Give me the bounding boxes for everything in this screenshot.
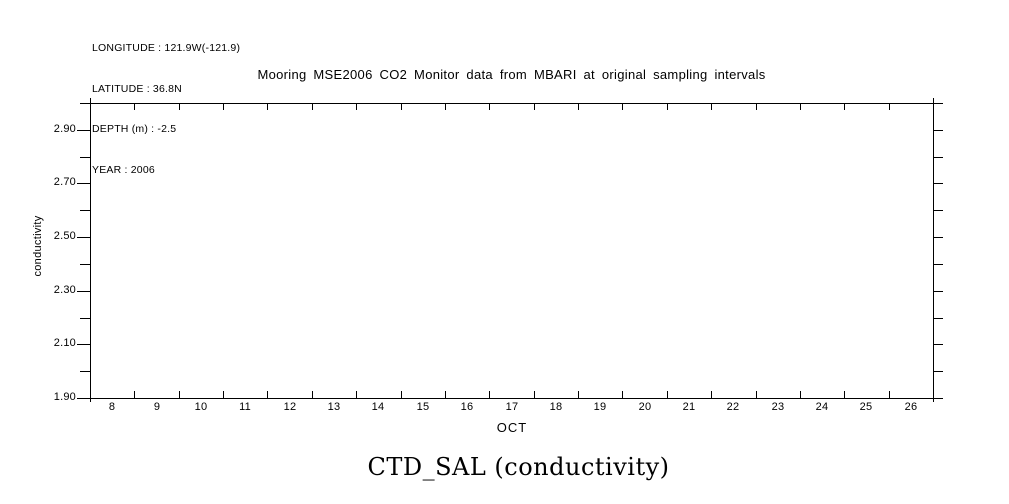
x-axis-tick-top [401, 103, 402, 110]
y-tick-label: 2.10 [53, 337, 76, 349]
x-tick-label: 25 [859, 401, 873, 413]
x-axis-tick-bottom [800, 391, 801, 398]
y-axis-major-tick [77, 130, 90, 131]
metadata-block [92, 15, 240, 204]
x-axis-tick-top [933, 103, 934, 110]
metadata-longitude: LONGITUDE : 121.9W(-121.9) [92, 42, 241, 54]
x-axis-tick-bottom [578, 391, 579, 398]
x-axis-tick-top [489, 103, 490, 110]
y-axis-tick-left [80, 157, 90, 158]
x-tick-label: 9 [153, 401, 161, 413]
x-tick-label: 23 [771, 401, 785, 413]
x-axis-tick-bottom [90, 391, 91, 398]
x-tick-label: 15 [416, 401, 430, 413]
y-axis-major-tick [77, 291, 90, 292]
x-axis-tick-top [534, 103, 535, 110]
y-axis-tick-left [80, 264, 90, 265]
x-tick-label: 18 [549, 401, 563, 413]
y-axis-tick-right [933, 130, 943, 131]
x-axis-tick-bottom [134, 391, 135, 398]
x-axis-tick-bottom [622, 391, 623, 398]
y-axis-tick-left [80, 210, 90, 211]
y-axis-tick-right [933, 237, 943, 238]
x-tick-label: 17 [505, 401, 519, 413]
y-axis-major-tick [77, 398, 90, 399]
x-axis-tick-top [800, 103, 801, 110]
x-axis-tick-top [667, 103, 668, 110]
x-axis-tick-top [90, 103, 91, 110]
y-axis-tick-right [933, 371, 943, 372]
x-axis-tick-bottom [489, 391, 490, 398]
y-axis-major-tick [77, 344, 90, 345]
x-tick-label: 13 [327, 401, 341, 413]
y-tick-label: 1.90 [53, 391, 76, 403]
x-tick-label: 12 [283, 401, 297, 413]
x-axis-tick-top [445, 103, 446, 110]
x-axis-tick-bottom [889, 391, 890, 398]
y-axis-tick-left [80, 103, 90, 104]
x-tick-label: 22 [726, 401, 740, 413]
x-axis-tick-bottom [312, 391, 313, 398]
y-axis-tick-right [933, 183, 943, 184]
metadata-year: YEAR : 2006 [92, 163, 155, 176]
x-axis-tick-bottom [534, 391, 535, 398]
y-axis-tick-right [933, 344, 943, 345]
x-axis-tick-top [312, 103, 313, 110]
x-axis-tick-bottom [223, 391, 224, 398]
y-axis-major-tick [77, 237, 90, 238]
x-axis-tick-bottom [356, 391, 357, 398]
x-tick-label: 24 [815, 401, 829, 413]
x-tick-label: 19 [593, 401, 607, 413]
y-axis-tick-left [80, 318, 90, 319]
y-axis-tick-right [933, 103, 943, 104]
x-tick-label: 8 [108, 401, 116, 413]
metadata-depth: DEPTH (m) : -2.5 [92, 123, 177, 135]
y-axis-tick-right [933, 264, 943, 265]
x-axis-tick-top [622, 103, 623, 110]
y-tick-label: 2.50 [53, 230, 76, 242]
x-axis-tick-top [756, 103, 757, 110]
x-axis-tick-bottom [445, 391, 446, 398]
x-axis-tick-bottom [667, 391, 668, 398]
plot-frame-top [80, 103, 943, 104]
y-axis-tick-right [933, 318, 943, 319]
y-tick-label: 2.30 [53, 284, 76, 296]
x-tick-label: 20 [638, 401, 652, 413]
x-axis-tick-bottom [756, 391, 757, 398]
x-tick-label: 10 [194, 401, 208, 413]
x-axis-tick-bottom [933, 391, 934, 398]
x-axis-tick-top [179, 103, 180, 110]
x-axis-month-label: OCT [496, 420, 528, 435]
x-axis-tick-bottom [179, 391, 180, 398]
plot-frame-bottom [80, 398, 943, 399]
x-tick-label: 26 [904, 401, 918, 413]
x-axis-tick-bottom [844, 391, 845, 398]
figure-caption: CTD_SAL (conductivity) [367, 453, 670, 481]
plot-frame-right [933, 98, 934, 402]
y-axis-major-tick [77, 183, 90, 184]
y-tick-label: 2.70 [53, 176, 76, 188]
y-axis-tick-right [933, 157, 943, 158]
y-axis-tick-right [933, 210, 943, 211]
x-axis-tick-bottom [267, 391, 268, 398]
y-axis-tick-left [80, 371, 90, 372]
x-axis-tick-top [711, 103, 712, 110]
x-axis-tick-top [267, 103, 268, 110]
x-axis-tick-top [134, 103, 135, 110]
x-axis-tick-top [578, 103, 579, 110]
chart-title: Mooring MSE2006 CO2 Monitor data from MBARI at original sampling intervals [257, 67, 766, 82]
y-axis-tick-right [933, 291, 943, 292]
plot-frame-left [90, 98, 91, 402]
y-axis-tick-right [933, 398, 943, 399]
x-tick-label: 16 [460, 401, 474, 413]
x-axis-tick-top [844, 103, 845, 110]
x-tick-label: 11 [239, 401, 251, 413]
x-axis-tick-top [223, 103, 224, 110]
x-axis-tick-top [356, 103, 357, 110]
x-axis-tick-top [889, 103, 890, 110]
metadata-latitude: LATITUDE : 36.8N [92, 82, 182, 95]
x-tick-label: 14 [371, 401, 385, 413]
x-tick-label: 21 [682, 401, 696, 413]
x-axis-tick-bottom [711, 391, 712, 398]
x-axis-tick-bottom [401, 391, 402, 398]
y-tick-label: 2.90 [53, 123, 76, 135]
y-axis-label: conductivity [32, 215, 44, 277]
